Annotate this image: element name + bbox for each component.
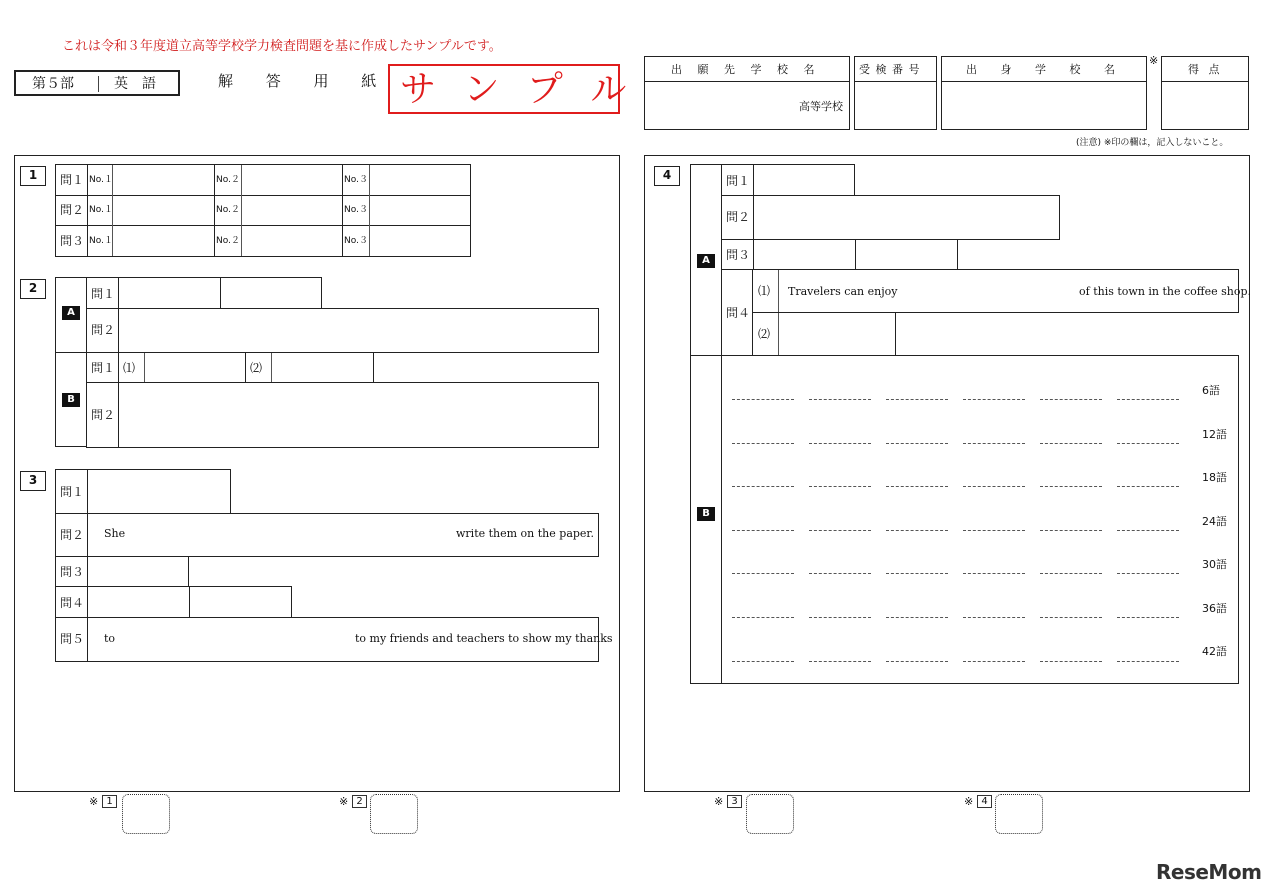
s4a-q4-2-row [752, 312, 896, 356]
writing-line-segment [963, 661, 1025, 662]
word-count-36: 36語 [1202, 602, 1227, 615]
writing-line-segment [886, 617, 948, 618]
writing-line-segment [1040, 486, 1102, 487]
word-count-18: 18語 [1202, 471, 1227, 484]
footer-box-label-2: 2 [352, 795, 367, 808]
writing-line-segment [886, 573, 948, 574]
writing-line-segment [732, 661, 794, 662]
section-1-number: 1 [20, 166, 46, 186]
section-4-number: 4 [654, 166, 680, 186]
sample-stamp-text: サ ン プ ル [400, 69, 635, 110]
writing-line-segment [1117, 617, 1179, 618]
writing-line-segment [1117, 573, 1179, 574]
s2a-q2-row [86, 308, 599, 353]
s1-q2-no1: No.１ [89, 205, 113, 215]
applied-school-label: 出 願 先 学 校 名 [671, 63, 815, 76]
writing-line-segment [732, 617, 794, 618]
writing-line-segment [809, 443, 871, 444]
s3-q2-label: 問２ [60, 528, 85, 542]
s1-q2-no2: No.２ [216, 205, 240, 215]
writing-line-segment [886, 399, 948, 400]
s2a-q1-label: 問１ [91, 287, 116, 301]
exam-number-label: 受 検 番 号 [859, 63, 920, 76]
subject-divider [98, 76, 99, 92]
section-2-a-badge: A [62, 306, 80, 320]
word-count-6: 6語 [1202, 384, 1220, 397]
s3-q2-prefix: She [104, 527, 126, 540]
subject-part: 第５部 [32, 76, 74, 92]
footer-mark-2: ※ [339, 795, 349, 808]
s2b-q2-row [86, 382, 599, 448]
s2b-q2-label: 問２ [91, 408, 116, 422]
s3-q2-suffix: write them on the paper. [456, 527, 594, 540]
writing-line-segment [732, 399, 794, 400]
score-field [1161, 56, 1249, 130]
section-4-a-badge: A [697, 254, 715, 268]
s4b-writing-area[interactable] [721, 355, 1239, 684]
word-count-24: 24語 [1202, 515, 1227, 528]
origin-school-label: 出 身 学 校 名 [966, 63, 1115, 76]
applied-school-field[interactable] [644, 56, 850, 130]
s4a-q4-sub2: ⑵ [758, 327, 771, 341]
subject-name: 英 語 [114, 76, 156, 92]
s4a-q1-label: 問１ [726, 174, 751, 188]
writing-line-segment [963, 443, 1025, 444]
section-3-number: 3 [20, 471, 46, 491]
s2b-q1-sub2: ⑵ [250, 361, 263, 375]
footer-box-label-3: 3 [727, 795, 742, 808]
footer-score-box-3 [746, 794, 794, 834]
s3-q3-label: 問３ [60, 565, 85, 579]
writing-line-segment [886, 530, 948, 531]
footer-mark-1: ※ [89, 795, 99, 808]
writing-line-segment [732, 486, 794, 487]
s2b-q1-sub1: ⑴ [123, 361, 136, 375]
s1-q2-no3: No.３ [344, 205, 368, 215]
writing-line-segment [809, 486, 871, 487]
sample-stamp [388, 64, 635, 114]
s4a-q2-row [721, 195, 1060, 240]
writing-line-segment [732, 573, 794, 574]
caution-note: (注意) ※印の欄は，記入しないこと。 [1076, 138, 1229, 148]
s1-q2-label: 問２ [60, 203, 85, 217]
school-suffix: 高等学校 [799, 100, 843, 113]
writing-line-segment [963, 530, 1025, 531]
section-2-number: 2 [20, 279, 46, 299]
s4a-q4-suffix: of this town in the coffee shop. [1079, 285, 1252, 298]
s4a-q4-prefix: Travelers can enjoy [788, 285, 898, 298]
sheet-title: 解 答 用 紙 [218, 72, 391, 90]
s1-q1-label: 問１ [60, 173, 85, 187]
writing-line-segment [886, 486, 948, 487]
footer-score-box-2 [370, 794, 418, 834]
word-count-12: 12語 [1202, 428, 1227, 441]
writing-line-segment [809, 399, 871, 400]
writing-line-segment [1040, 530, 1102, 531]
s3-q5-suffix: to my friends and teachers to show my thanks [355, 632, 613, 645]
s4a-q3-label: 問３ [726, 248, 751, 262]
s2a-q1-row [86, 277, 322, 309]
writing-line-segment [809, 573, 871, 574]
footer-score-box-1 [122, 794, 170, 834]
writing-line-segment [1117, 486, 1179, 487]
score-label: 得 点 [1188, 63, 1220, 76]
word-count-42: 42語 [1202, 645, 1227, 658]
writing-line-segment [886, 443, 948, 444]
writing-line-segment [963, 486, 1025, 487]
footer-mark-3: ※ [714, 795, 724, 808]
section-2-b-badge: B [62, 393, 80, 407]
writing-line-segment [963, 573, 1025, 574]
s1-q1-no1: No.１ [89, 175, 113, 185]
s4a-q4-label: 問４ [726, 306, 751, 320]
s4a-q2-label: 問２ [726, 210, 751, 224]
writing-line-segment [1040, 443, 1102, 444]
writing-line-segment [732, 530, 794, 531]
s4a-q4-sub1: ⑴ [758, 284, 771, 298]
footer-score-box-4 [995, 794, 1043, 834]
sample-notice: これは令和３年度道立高等学校学力検査問題を基に作成したサンプルです。 [62, 39, 502, 54]
writing-line-segment [1117, 530, 1179, 531]
exam-number-field[interactable] [854, 56, 937, 130]
footer-box-label-1: 1 [102, 795, 117, 808]
s2b-q1-label: 問１ [91, 361, 116, 375]
footer-mark-4: ※ [964, 795, 974, 808]
s1-q3-no3: No.３ [344, 236, 368, 246]
origin-school-field[interactable] [941, 56, 1147, 130]
writing-line-segment [809, 661, 871, 662]
s3-q4-row [55, 586, 292, 618]
writing-line-segment [1040, 617, 1102, 618]
section-2-frame [55, 277, 87, 447]
s1-q1-no2: No.２ [216, 175, 240, 185]
writing-line-segment [963, 617, 1025, 618]
s3-q4-label: 問４ [60, 596, 85, 610]
writing-line-segment [809, 530, 871, 531]
footer-box-label-4: 4 [977, 795, 992, 808]
s4a-q3-row [721, 239, 958, 270]
writing-line-segment [1040, 661, 1102, 662]
score-mark: ※ [1149, 54, 1159, 67]
section-4-b-badge: B [697, 507, 715, 521]
word-count-30: 30語 [1202, 558, 1227, 571]
writing-line-segment [886, 661, 948, 662]
s1-q3-no2: No.２ [216, 236, 240, 246]
s3-q1-label: 問１ [60, 485, 85, 499]
writing-line-segment [732, 443, 794, 444]
s2a-q2-label: 問２ [91, 323, 116, 337]
s3-q5-prefix: to [104, 632, 116, 645]
s3-q5-label: 問５ [60, 632, 85, 646]
resemom-watermark: ReseMom [1156, 860, 1262, 884]
writing-line-segment [1040, 399, 1102, 400]
writing-line-segment [1117, 661, 1179, 662]
subject-box [14, 70, 180, 96]
writing-line-segment [1040, 573, 1102, 574]
writing-line-segment [1117, 399, 1179, 400]
s1-q3-no1: No.１ [89, 236, 113, 246]
writing-line-segment [809, 617, 871, 618]
section-1-table [55, 164, 471, 257]
s1-q3-label: 問３ [60, 234, 85, 248]
writing-line-segment [963, 399, 1025, 400]
s1-q1-no3: No.３ [344, 175, 368, 185]
writing-line-segment [1117, 443, 1179, 444]
